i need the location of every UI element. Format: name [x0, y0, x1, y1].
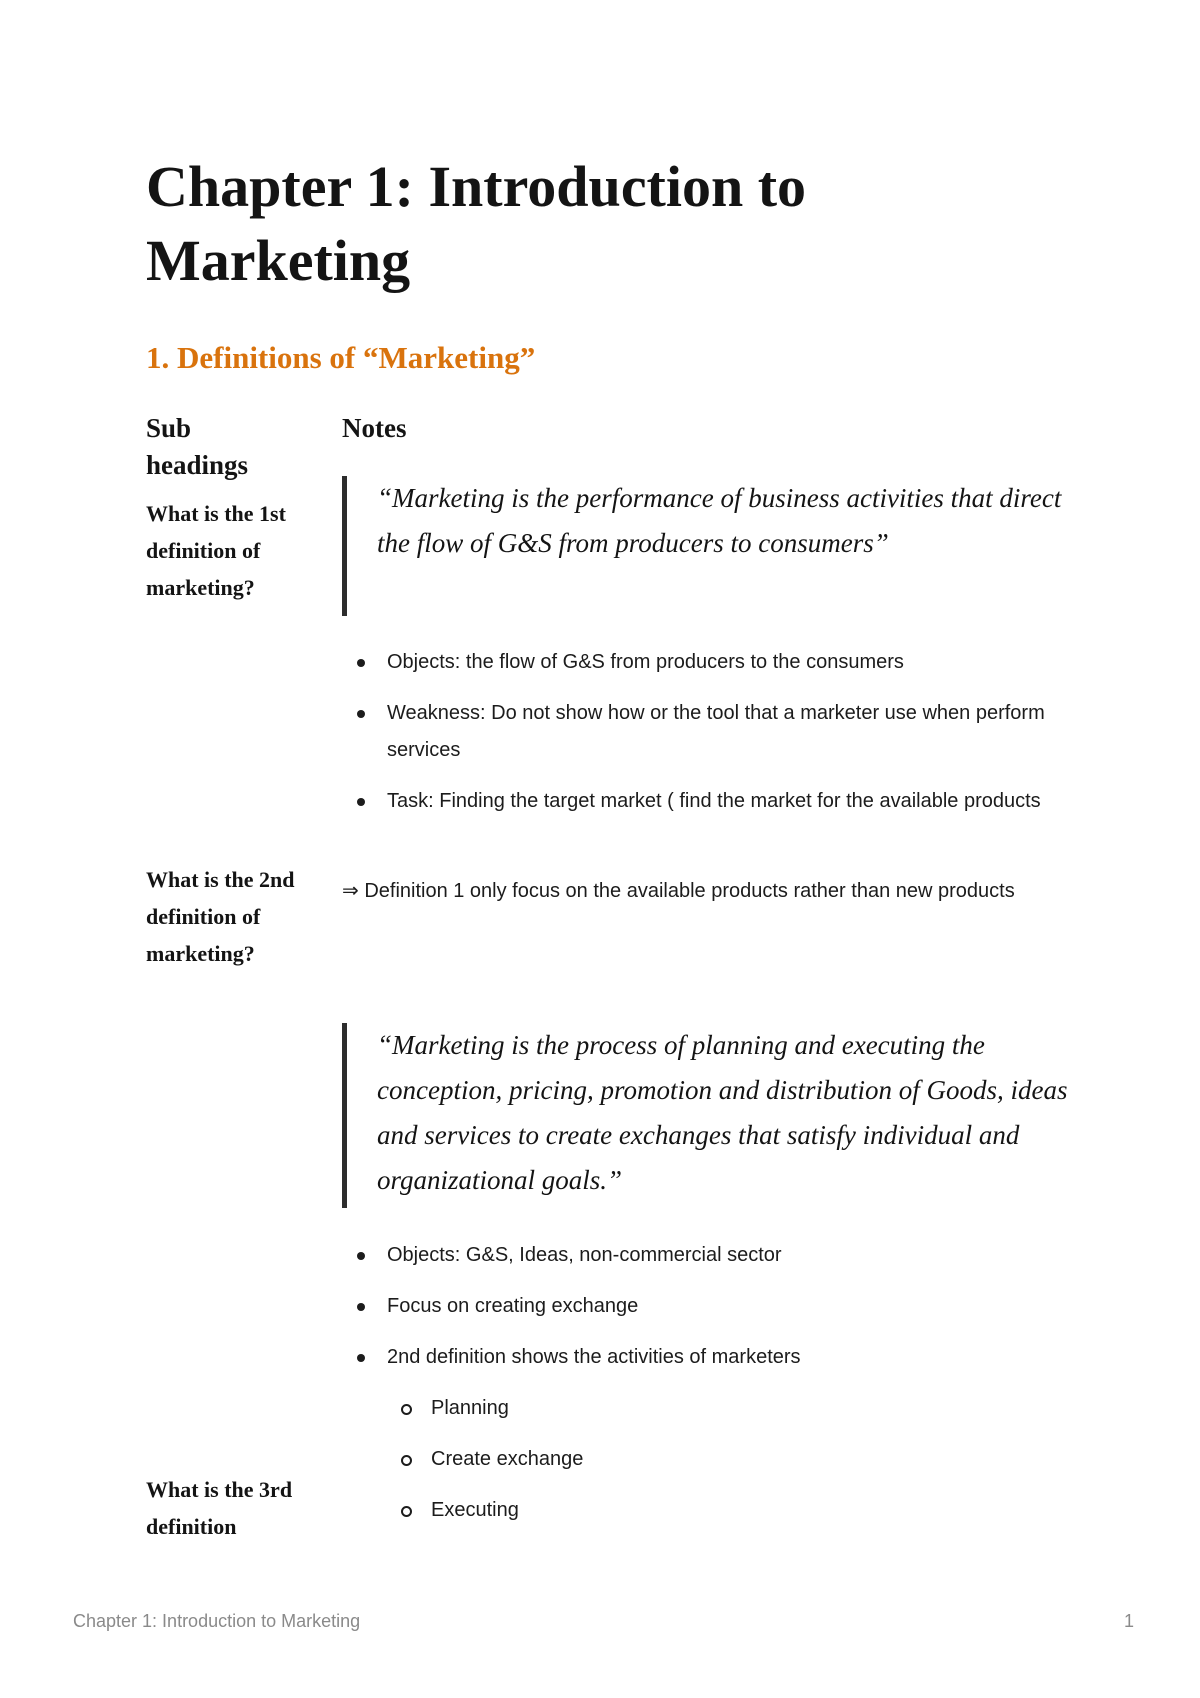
definition-1-quote: “Marketing is the performance of business activities that direct the flow of G&S from producers to consumers” [342, 476, 1077, 616]
list-item: Objects: G&S, Ideas, non-commercial sector [357, 1237, 1047, 1274]
page-title: Chapter 1: Introduction to Marketing [146, 154, 807, 293]
list-item: Weakness: Do not show how or the tool that a marketer use when perform services [357, 695, 1047, 769]
footer-title: Chapter 1: Introduction to Marketing [73, 1611, 361, 1631]
sub-list-item: Create exchange [357, 1441, 1047, 1478]
definition-2-quote: “Marketing is the process of planning and executing the conception, pricing, promotion and distribution of Goods, ideas and services to create exchanges that satisfy individual and organizational goals.” [342, 1023, 1077, 1208]
column-header-notes: Notes [342, 413, 407, 443]
list-item: Focus on creating exchange [357, 1288, 1047, 1325]
definition-2-bullets [357, 1237, 1047, 1543]
list-item: Task: Finding the target market ( find the market for the available products [357, 783, 1047, 820]
footer-page-number: 1 [1123, 1611, 1134, 1631]
sub-list-item: Planning [357, 1390, 1047, 1427]
list-item: Objects: the flow of G&S from producers to the consumers [357, 644, 1047, 681]
sub-question-1: What is the 1st definition of marketing? [146, 501, 286, 600]
definition-1-bullets [357, 644, 1047, 834]
column-header-sub-headings: Sub headings [146, 413, 249, 480]
definition-1-conclusion: ⇒ Definition 1 only focus on the available products rather than new products [342, 880, 1015, 902]
sub-question-3: What is the 3rd definition [146, 1477, 293, 1539]
sub-question-2: What is the 2nd definition of marketing? [146, 867, 295, 966]
section-heading: 1. Definitions of “Marketing” [146, 340, 536, 375]
sub-list-item: Executing [357, 1492, 1047, 1529]
list-item: 2nd definition shows the activities of marketers [357, 1339, 1047, 1376]
